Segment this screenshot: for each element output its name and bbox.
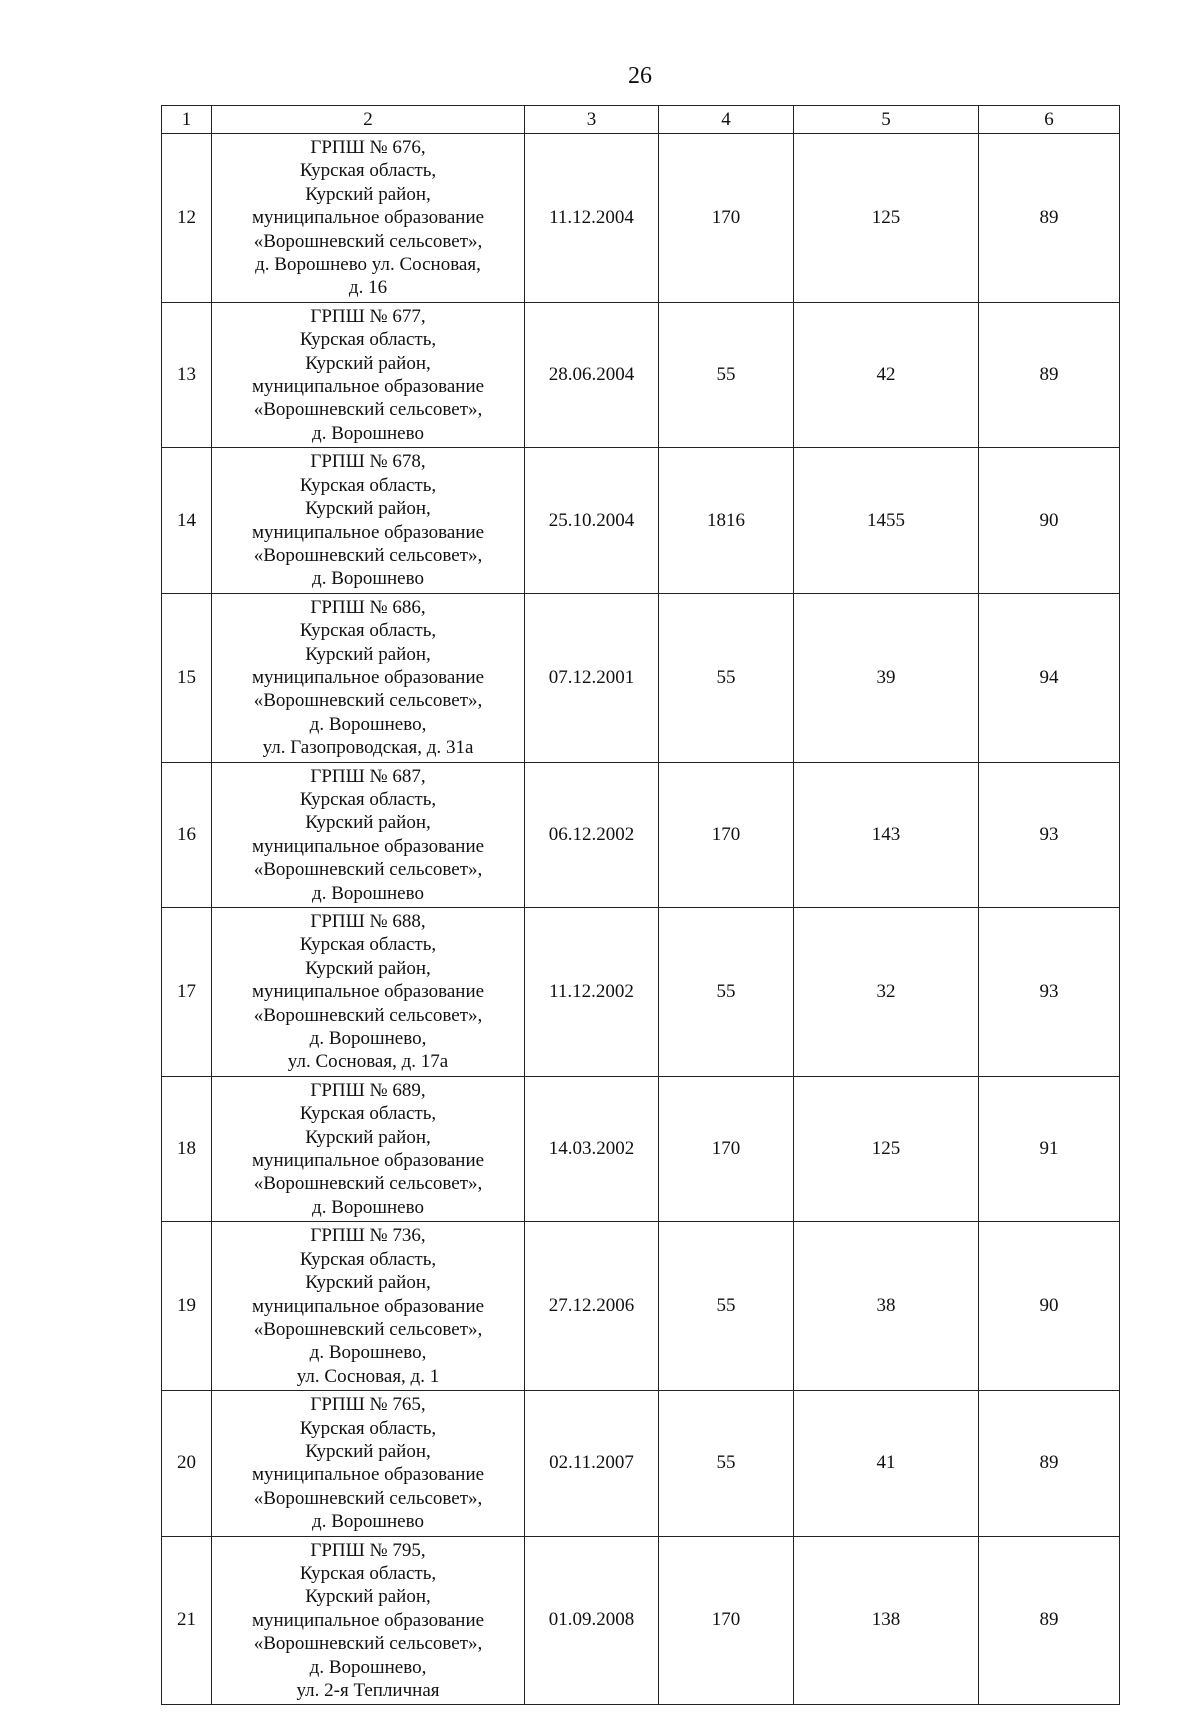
date-cell: 02.11.2007: [525, 1391, 659, 1536]
value-cell-col5: 41: [794, 1391, 979, 1536]
table-header-row: [162, 106, 1120, 134]
address-line: Курский район,: [305, 1272, 431, 1294]
date-cell: 11.12.2002: [525, 908, 659, 1077]
address-line: д. Ворошнево,: [309, 1656, 427, 1678]
address-line: «Ворошневский сельсовет»,: [253, 1004, 483, 1026]
address-cell: [212, 1076, 525, 1221]
address-line: д. Ворошнево,: [309, 1342, 427, 1364]
address-line: Курская область,: [299, 474, 437, 496]
address-line: «Ворошневский сельсовет»,: [253, 1633, 483, 1655]
address-line: Курская область,: [299, 620, 437, 642]
value-cell-col4: 170: [659, 1076, 794, 1221]
address-line: ГРПШ № 795,: [310, 1539, 426, 1561]
address-line: «Ворошневский сельсовет»,: [253, 230, 483, 252]
value-cell-col5: 1455: [794, 448, 979, 593]
column-header: 4: [659, 106, 794, 134]
address-line: Курский район,: [305, 957, 431, 979]
address-line: д. Ворошнево: [312, 568, 424, 590]
address-line: муниципальное образование: [251, 521, 485, 543]
table-row: [162, 1536, 1120, 1705]
value-cell-col4: 55: [659, 908, 794, 1077]
value-cell-col4: 55: [659, 302, 794, 447]
address-line: д. Ворошнево: [312, 1196, 424, 1218]
table-row: [162, 1391, 1120, 1536]
address-line: «Ворошневский сельсовет»,: [253, 1487, 483, 1509]
value-cell-col5: 143: [794, 762, 979, 907]
value-cell-col6: 94: [979, 593, 1120, 762]
date-cell: 07.12.2001: [525, 593, 659, 762]
table-row: [162, 1076, 1120, 1221]
address-line: ГРПШ № 676,: [310, 137, 426, 158]
value-cell-col5: 38: [794, 1222, 979, 1391]
column-header: 6: [979, 106, 1120, 134]
table-row: [162, 762, 1120, 907]
address-line: «Ворошневский сельсовет»,: [253, 690, 483, 712]
column-header: 3: [525, 106, 659, 134]
address-line: «Ворошневский сельсовет»,: [253, 859, 483, 881]
value-cell-col4: 55: [659, 593, 794, 762]
table-body: [162, 134, 1120, 1705]
row-number-cell: 19: [162, 1222, 212, 1391]
address-cell: [212, 1222, 525, 1391]
address-line: ул. Сосновая, д. 1: [296, 1365, 440, 1387]
address-cell: [212, 1391, 525, 1536]
date-cell: 11.12.2004: [525, 134, 659, 303]
row-number-cell: 21: [162, 1536, 212, 1705]
date-cell: 14.03.2002: [525, 1076, 659, 1221]
value-cell-col6: 90: [979, 1222, 1120, 1391]
value-cell-col6: 90: [979, 448, 1120, 593]
address-line: ГРПШ № 677,: [310, 305, 426, 327]
address-line: Курский район,: [305, 498, 431, 520]
value-cell-col6: 93: [979, 762, 1120, 907]
address-cell: [212, 302, 525, 447]
address-line: муниципальное образование: [251, 835, 485, 857]
address-line: Курский район,: [305, 1126, 431, 1148]
table-row: [162, 448, 1120, 593]
value-cell-col5: 39: [794, 593, 979, 762]
row-number-cell: 16: [162, 762, 212, 907]
value-cell-col4: 170: [659, 762, 794, 907]
address-line: д. Ворошнево ул. Сосновая,: [255, 254, 481, 276]
table-row: [162, 908, 1120, 1077]
address-line: Курская область,: [299, 1103, 437, 1125]
address-line: «Ворошневский сельсовет»,: [253, 544, 483, 566]
page-number: 26: [628, 63, 652, 89]
address-line: д. Ворошнево: [312, 422, 424, 444]
address-line: д. Ворошнево: [312, 1511, 424, 1533]
column-header: 2: [212, 106, 525, 134]
column-header: 5: [794, 106, 979, 134]
address-line: муниципальное образование: [251, 666, 485, 688]
value-cell-col6: 89: [979, 1536, 1120, 1705]
address-line: муниципальное образование: [251, 981, 485, 1003]
address-line: «Ворошневский сельсовет»,: [253, 399, 483, 421]
address-line: муниципальное образование: [251, 376, 485, 398]
address-line: «Ворошневский сельсовет»,: [253, 1318, 483, 1340]
value-cell-col4: 170: [659, 134, 794, 303]
address-line: ГРПШ № 678,: [310, 451, 426, 473]
date-cell: 01.09.2008: [525, 1536, 659, 1705]
row-number-cell: 13: [162, 302, 212, 447]
value-cell-col5: 32: [794, 908, 979, 1077]
date-cell: 28.06.2004: [525, 302, 659, 447]
row-number-cell: 12: [162, 134, 212, 303]
address-line: Курская область,: [299, 1417, 437, 1439]
address-line: ГРПШ № 687,: [310, 765, 426, 787]
value-cell-col6: 89: [979, 134, 1120, 303]
address-line: д. Ворошнево,: [309, 713, 427, 735]
row-number-cell: 18: [162, 1076, 212, 1221]
address-line: Курская область,: [299, 934, 437, 956]
column-header: 1: [162, 106, 212, 134]
value-cell-col5: 42: [794, 302, 979, 447]
address-line: муниципальное образование: [251, 207, 485, 229]
address-line: д. Ворошнево: [312, 882, 424, 904]
address-line: Курский район,: [305, 1586, 431, 1608]
value-cell-col6: 89: [979, 302, 1120, 447]
address-line: ГРПШ № 736,: [310, 1225, 426, 1247]
address-line: Курская область,: [299, 329, 437, 351]
address-cell: [212, 448, 525, 593]
address-cell: [212, 908, 525, 1077]
address-cell: [212, 762, 525, 907]
address-line: ГРПШ № 686,: [310, 596, 426, 618]
date-cell: 25.10.2004: [525, 448, 659, 593]
address-line: Курский район,: [305, 183, 431, 205]
value-cell-col4: 55: [659, 1391, 794, 1536]
address-line: «Ворошневский сельсовет»,: [253, 1173, 483, 1195]
address-line: муниципальное образование: [251, 1464, 485, 1486]
table-row: [162, 302, 1120, 447]
address-line: муниципальное образование: [251, 1150, 485, 1172]
address-line: Курский район,: [305, 643, 431, 665]
address-line: ул. Газопроводская, д. 31а: [262, 737, 474, 759]
address-line: Курская область,: [299, 788, 437, 810]
address-line: Курская область,: [299, 160, 437, 182]
address-line: муниципальное образование: [251, 1609, 485, 1631]
value-cell-col5: 125: [794, 134, 979, 303]
address-cell: [212, 134, 525, 303]
table-row: [162, 1222, 1120, 1391]
row-number-cell: 17: [162, 908, 212, 1077]
address-cell: [212, 1536, 525, 1705]
table-row: [162, 134, 1120, 303]
row-number-cell: 20: [162, 1391, 212, 1536]
address-line: ул. Сосновая, д. 17а: [287, 1051, 449, 1073]
value-cell-col4: 1816: [659, 448, 794, 593]
row-number-cell: 14: [162, 448, 212, 593]
row-number-cell: 15: [162, 593, 212, 762]
address-line: д. 16: [348, 277, 388, 299]
date-cell: 06.12.2002: [525, 762, 659, 907]
value-cell-col6: 89: [979, 1391, 1120, 1536]
address-line: муниципальное образование: [251, 1295, 485, 1317]
address-line: Курский район,: [305, 352, 431, 374]
value-cell-col5: 138: [794, 1536, 979, 1705]
address-line: ГРПШ № 765,: [310, 1394, 426, 1416]
address-line: д. Ворошнево,: [309, 1028, 427, 1050]
address-line: Курский район,: [305, 812, 431, 834]
address-line: Курский район,: [305, 1440, 431, 1462]
data-table: [161, 105, 1120, 1705]
value-cell-col5: 125: [794, 1076, 979, 1221]
value-cell-col6: 93: [979, 908, 1120, 1077]
table-row: [162, 593, 1120, 762]
date-cell: 27.12.2006: [525, 1222, 659, 1391]
value-cell-col4: 170: [659, 1536, 794, 1705]
value-cell-col6: 91: [979, 1076, 1120, 1221]
address-cell: [212, 593, 525, 762]
address-line: Курская область,: [299, 1562, 437, 1584]
value-cell-col4: 55: [659, 1222, 794, 1391]
address-line: ул. 2-я Тепличная: [296, 1680, 440, 1701]
address-line: Курская область,: [299, 1248, 437, 1270]
address-line: ГРПШ № 689,: [310, 1079, 426, 1101]
address-line: ГРПШ № 688,: [310, 911, 426, 932]
